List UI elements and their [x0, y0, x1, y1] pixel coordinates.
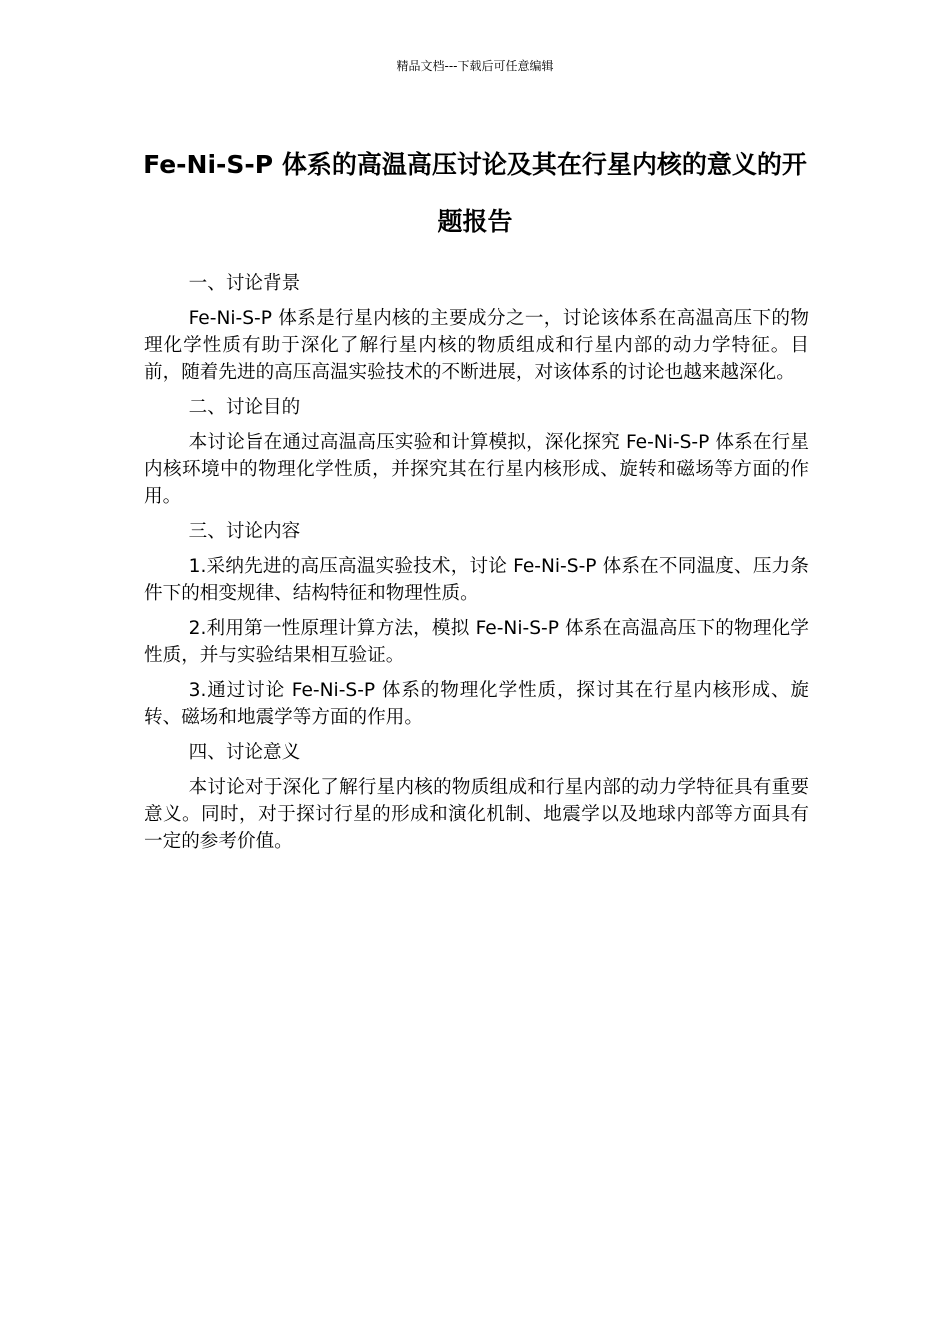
section-heading-significance: 四、讨论意义 [188, 742, 301, 763]
header-note: 精品文档---下载后可任意编辑 [396, 59, 554, 73]
section-heading-content: 三、讨论内容 [188, 521, 301, 542]
document-title: Fe-Ni-S-P 体系的高温高压讨论及其在行星内核的意义的开题报告 [143, 150, 807, 236]
paragraph-content-1: 1.采纳先进的高压高温实验技术，讨论 Fe-Ni-S-P 体系在不同温度、压力条件下的相变规律、结构特征和物理性质。 [144, 556, 809, 604]
paragraph-purpose: 本讨论旨在通过高温高压实验和计算模拟，深化探究 Fe-Ni-S-P 体系在行星内核环境中的物理化学性质，并探究其在行星内核形成、旋转和磁场等方面的作用。 [144, 432, 809, 507]
paragraph-background: Fe-Ni-S-P 体系是行星内核的主要成分之一，讨论该体系在高温高压下的物理化学性质有助于深化了解行星内核的物质组成和行星内部的动力学特征。目前，随着先进的高压高温实验技术的不断进展，对该体系的讨论也越来越深化。 [144, 308, 809, 383]
document-body [144, 270, 809, 863]
paragraph-content-2: 2.利用第一性原理计算方法，模拟 Fe-Ni-S-P 体系在高温高压下的物理化学性质，并与实验结果相互验证。 [144, 618, 809, 666]
section-heading-background: 一、讨论背景 [188, 273, 301, 294]
paragraph-significance: 本讨论对于深化了解行星内核的物质组成和行星内部的动力学特征具有重要意义。同时，对于探讨行星的形成和演化机制、地震学以及地球内部等方面具有一定的参考价值。 [144, 777, 809, 852]
section-heading-purpose: 二、讨论目的 [188, 397, 301, 418]
paragraph-content-3: 3.通过讨论 Fe-Ni-S-P 体系的物理化学性质，探讨其在行星内核形成、旋转、磁场和地震学等方面的作用。 [144, 680, 809, 728]
